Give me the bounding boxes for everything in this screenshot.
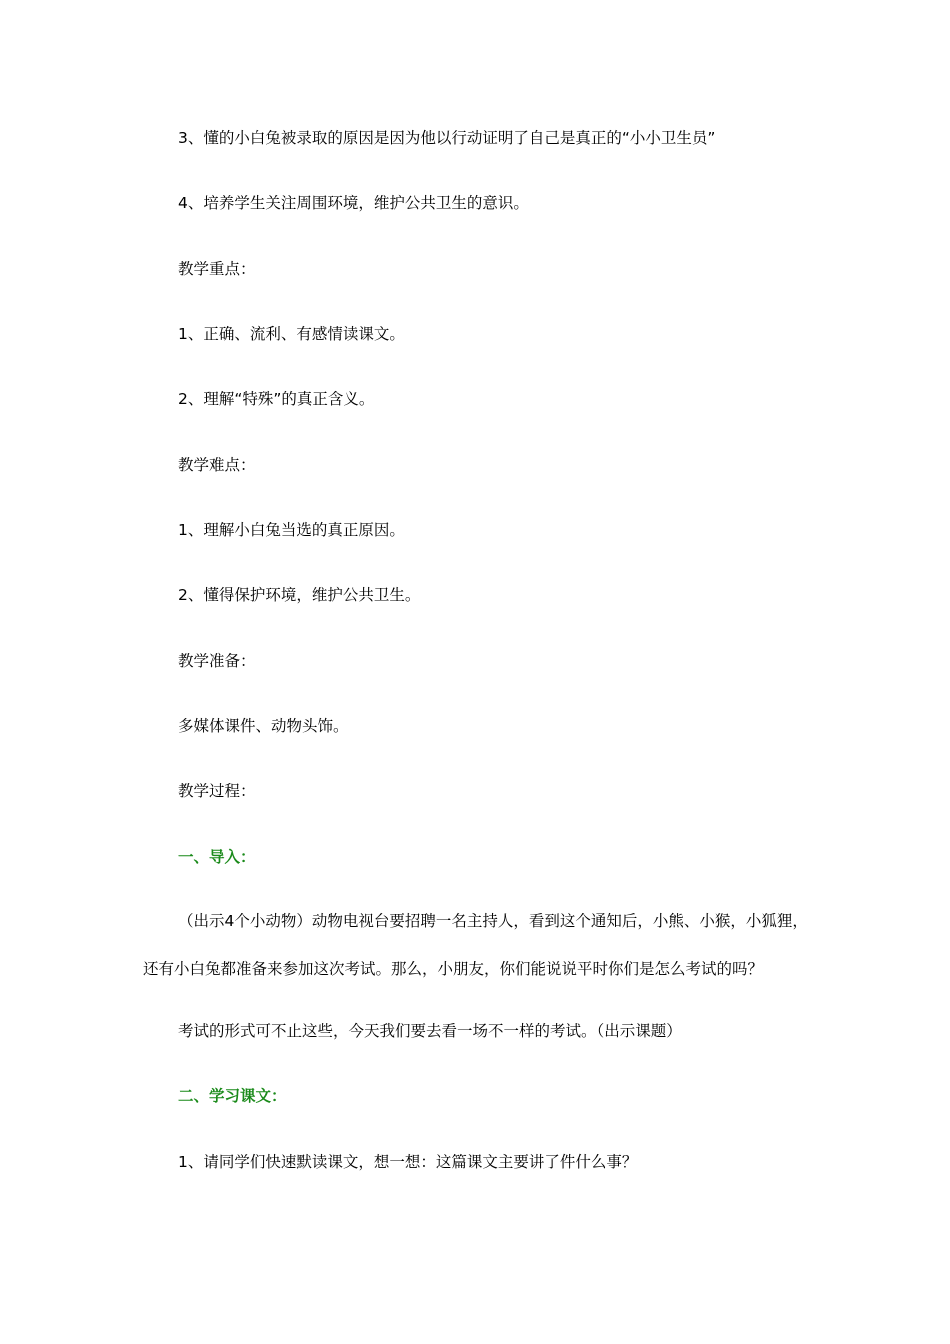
difficulty-1: 1、理解小白兔当选的真正原因。: [178, 521, 405, 539]
preparation-text: 多媒体课件、动物头饰。: [178, 717, 349, 735]
key-points-title: 教学重点：: [178, 260, 256, 278]
preparation-title: 教学准备：: [178, 652, 256, 670]
section-1-paragraph-line-1: （出示4个小动物）动物电视台要招聘一名主持人，看到这个通知后，小熊、小猴，小狐狸，: [178, 912, 808, 930]
process-title: 教学过程：: [178, 782, 256, 800]
objective-3: 3、懂的小白兔被录取的原因是因为他以行动证明了自己是真正的“小小卫生员”: [178, 129, 716, 147]
section-1-heading: 一、导入：: [178, 848, 256, 866]
difficulty-2: 2、懂得保护环境，维护公共卫生。: [178, 586, 421, 604]
section-2-item-1: 1、请同学们快速默读课文，想一想：这篇课文主要讲了件什么事？: [178, 1153, 638, 1171]
section-1-paragraph-2: 考试的形式可不止这些，今天我们要去看一场不一样的考试。（出示课题）: [178, 1022, 682, 1040]
key-point-1: 1、正确、流利、有感情读课文。: [178, 325, 405, 343]
objective-4: 4、培养学生关注周围环境，维护公共卫生的意识。: [178, 194, 529, 212]
difficulties-title: 教学难点：: [178, 456, 256, 474]
section-1-paragraph-line-2: 还有小白兔都准备来参加这次考试。那么，小朋友，你们能说说平时你们是怎么考试的吗？: [143, 960, 764, 978]
key-point-2: 2、理解“特殊”的真正含义。: [178, 390, 375, 408]
section-2-heading: 二、学习课文：: [178, 1087, 287, 1105]
